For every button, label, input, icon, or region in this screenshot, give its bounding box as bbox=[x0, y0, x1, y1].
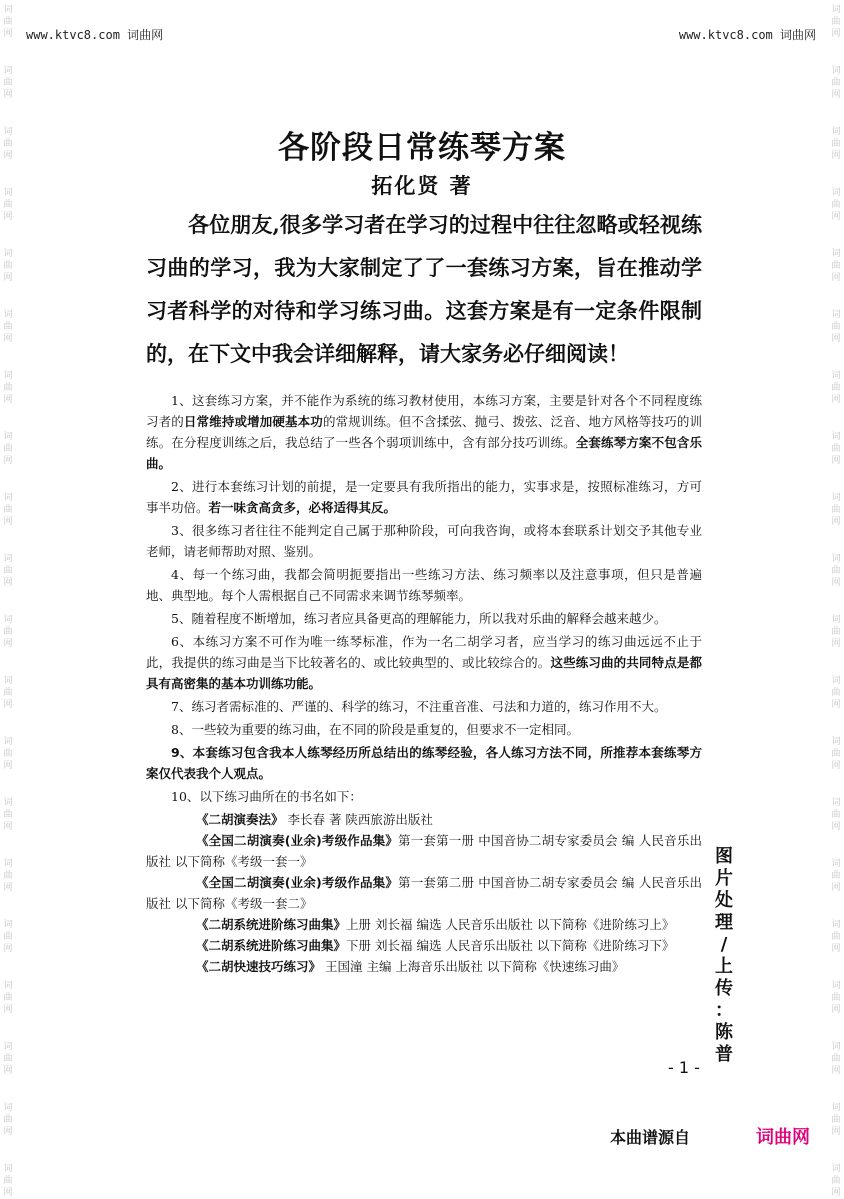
watermark-mark: 词 曲 网 bbox=[3, 554, 13, 588]
watermark-mark: 词 曲 网 bbox=[3, 737, 13, 771]
watermark-mark: 词 曲 网 bbox=[831, 920, 841, 954]
list-item: 9、本套练习包含我本人练琴经历所总结出的练琴经验，各人练习方法不同，所推荐本套练琴方案仅代表我个人观点。 bbox=[146, 745, 702, 781]
watermark-mark: 词 曲 网 bbox=[3, 859, 13, 893]
footer-source-label: 本曲谱源自 bbox=[610, 1128, 691, 1147]
watermark-mark: 词 曲 网 bbox=[3, 1164, 13, 1198]
watermark-mark: 词 曲 网 bbox=[831, 432, 841, 466]
list-item: 1、这套练习方案，并不能作为系统的练习教材使用，本练习方案，主要是针对各个不同程度练习者的日常维持或增加硬基本功的常规训练。但不含揉弦、抛弓、拨弦、泛音、地方风格等技巧的训练。在分程度训练之后，我总结了一些各个弱项训练中，含有部分技巧训练。全套练琴方案不包含乐曲。 bbox=[146, 393, 702, 471]
watermark-mark: 词 曲 网 bbox=[831, 554, 841, 588]
watermark-mark: 词 曲 网 bbox=[3, 66, 13, 100]
book-item: 《全国二胡演奏(业余)考级作品集》第一套第一册 中国音协二胡专家委员会 编 人民音乐出版社 以下简称《考级一套一》 bbox=[146, 833, 703, 869]
watermark-mark: 词 曲 网 bbox=[3, 432, 13, 466]
book-item: 《二胡系统进阶练习曲集》上册 刘长福 编选 人民音乐出版社 以下简称《进阶练习上》 bbox=[196, 917, 675, 932]
list-item: 7、练习者需标准的、严谨的、科学的练习，不注重音准、弓法和力道的，练习作用不大。 bbox=[171, 699, 667, 714]
watermark-mark: 词 曲 网 bbox=[831, 5, 841, 39]
book-item: 《全国二胡演奏(业余)考级作品集》第一套第二册 中国音协二胡专家委员会 编 人民音乐出版社 以下简称《考级一套二》 bbox=[146, 875, 703, 911]
watermark-mark: 词 曲 网 bbox=[831, 188, 841, 222]
watermark-mark: 词 曲 网 bbox=[831, 676, 841, 710]
watermark-mark: 词 曲 网 bbox=[3, 981, 13, 1015]
watermark-mark: 词 曲 网 bbox=[3, 310, 13, 344]
list-item: 10、以下练习曲所在的书名如下： bbox=[171, 789, 362, 804]
watermark-mark: 词 曲 网 bbox=[3, 371, 13, 405]
watermark-mark: 词 曲 网 bbox=[3, 920, 13, 954]
watermark-mark: 词 曲 网 bbox=[831, 493, 841, 527]
intro-paragraph: 各位朋友,很多学习者在学习的过程中往往忽略或轻视练习曲的学习，我为大家制定了了一套练习方案，旨在推动学习者科学的对待和学习练习曲。这套方案是有一定条件限制的，在下文中我会详细解释，请大家务必仔细阅读！ bbox=[146, 212, 702, 366]
watermark-mark: 词 曲 网 bbox=[831, 1164, 841, 1198]
watermark-mark: 词 曲 网 bbox=[3, 1103, 13, 1137]
author-line: 拓化贤 著 bbox=[371, 173, 473, 198]
list-item: 4、每一个练习曲，我都会简明扼要指出一些练习方法、练习频率以及注意事项，但只是普遍地、典型地。每个人需根据自己不同需求来调节练琴频率。 bbox=[146, 567, 702, 603]
page-number: - 1 - bbox=[668, 1058, 700, 1077]
watermark-mark: 词 曲 网 bbox=[831, 1103, 841, 1137]
watermark-mark: 词 曲 网 bbox=[3, 127, 13, 161]
list-item: 2、进行本套练习计划的前提，是一定要具有我所指出的能力，实事求是，按照标准练习，方可事半功倍。若一味贪高贪多，必将适得其反。 bbox=[146, 479, 702, 515]
watermark-mark: 词 曲 网 bbox=[3, 615, 13, 649]
watermark-mark: 词 曲 网 bbox=[831, 981, 841, 1015]
items-list bbox=[146, 390, 702, 977]
page-title: 各阶段日常练琴方案 bbox=[278, 130, 566, 166]
watermark-mark: 词 曲 网 bbox=[831, 1042, 841, 1076]
book-item: 《二胡演奏法》 李长春 著 陕西旅游出版社 bbox=[196, 812, 433, 827]
watermark-mark: 词 曲 网 bbox=[3, 1042, 13, 1076]
site-url-left[interactable]: www.ktvc8.com 词曲网 bbox=[26, 28, 164, 42]
list-item: 6、本练习方案不可作为唯一练琴标准，作为一名二胡学习者，应当学习的练习曲远远不止于此，我提供的练习曲是当下比较著名的、或比较典型的、或比较综合的。这些练习曲的共同特点是都具有高密集的基本功训练功能。 bbox=[146, 634, 702, 691]
watermark-mark: 词 曲 网 bbox=[831, 249, 841, 283]
watermark-mark: 词 曲 网 bbox=[3, 798, 13, 832]
watermark-mark: 词 曲 网 bbox=[831, 310, 841, 344]
watermark-mark: 词 曲 网 bbox=[831, 859, 841, 893]
watermark-mark: 词 曲 网 bbox=[831, 371, 841, 405]
watermark-mark: 词 曲 网 bbox=[831, 66, 841, 100]
list-item: 5、随着程度不断增加，练习者应具备更高的理解能力，所以我对乐曲的解释会越来越少。 bbox=[171, 611, 667, 626]
watermark-mark: 词 曲 网 bbox=[831, 615, 841, 649]
watermark-mark: 词 曲 网 bbox=[831, 737, 841, 771]
vertical-credit: 图 片 处 理 / 上 传 ： 陈 普 bbox=[715, 846, 733, 1065]
site-url-right[interactable]: www.ktvc8.com 词曲网 bbox=[678, 28, 816, 42]
watermark-mark: 词 曲 网 bbox=[831, 798, 841, 832]
watermark-mark: 词 曲 网 bbox=[3, 249, 13, 283]
book-list bbox=[146, 809, 702, 977]
list-item: 3、很多练习者往往不能判定自己属于那种阶段，可向我咨询，或将本套联系计划交予其他专业老师，请老师帮助对照、鉴别。 bbox=[146, 523, 702, 559]
book-item: 《二胡快速技巧练习》 王国潼 主编 上海音乐出版社 以下简称《快速练习曲》 bbox=[196, 959, 625, 974]
footer-brand-link[interactable]: 词曲网 bbox=[756, 1127, 810, 1148]
watermark-mark: 词 曲 网 bbox=[3, 5, 13, 39]
watermark-mark: 词 曲 网 bbox=[3, 188, 13, 222]
watermark-mark: 词 曲 网 bbox=[3, 493, 13, 527]
list-item: 8、一些较为重要的练习曲，在不同的阶段是重复的，但要求不一定相同。 bbox=[171, 722, 579, 737]
watermark-mark: 词 曲 网 bbox=[831, 127, 841, 161]
book-item: 《二胡系统进阶练习曲集》下册 刘长福 编选 人民音乐出版社 以下简称《进阶练习下》 bbox=[196, 938, 675, 953]
watermark-mark: 词 曲 网 bbox=[3, 676, 13, 710]
